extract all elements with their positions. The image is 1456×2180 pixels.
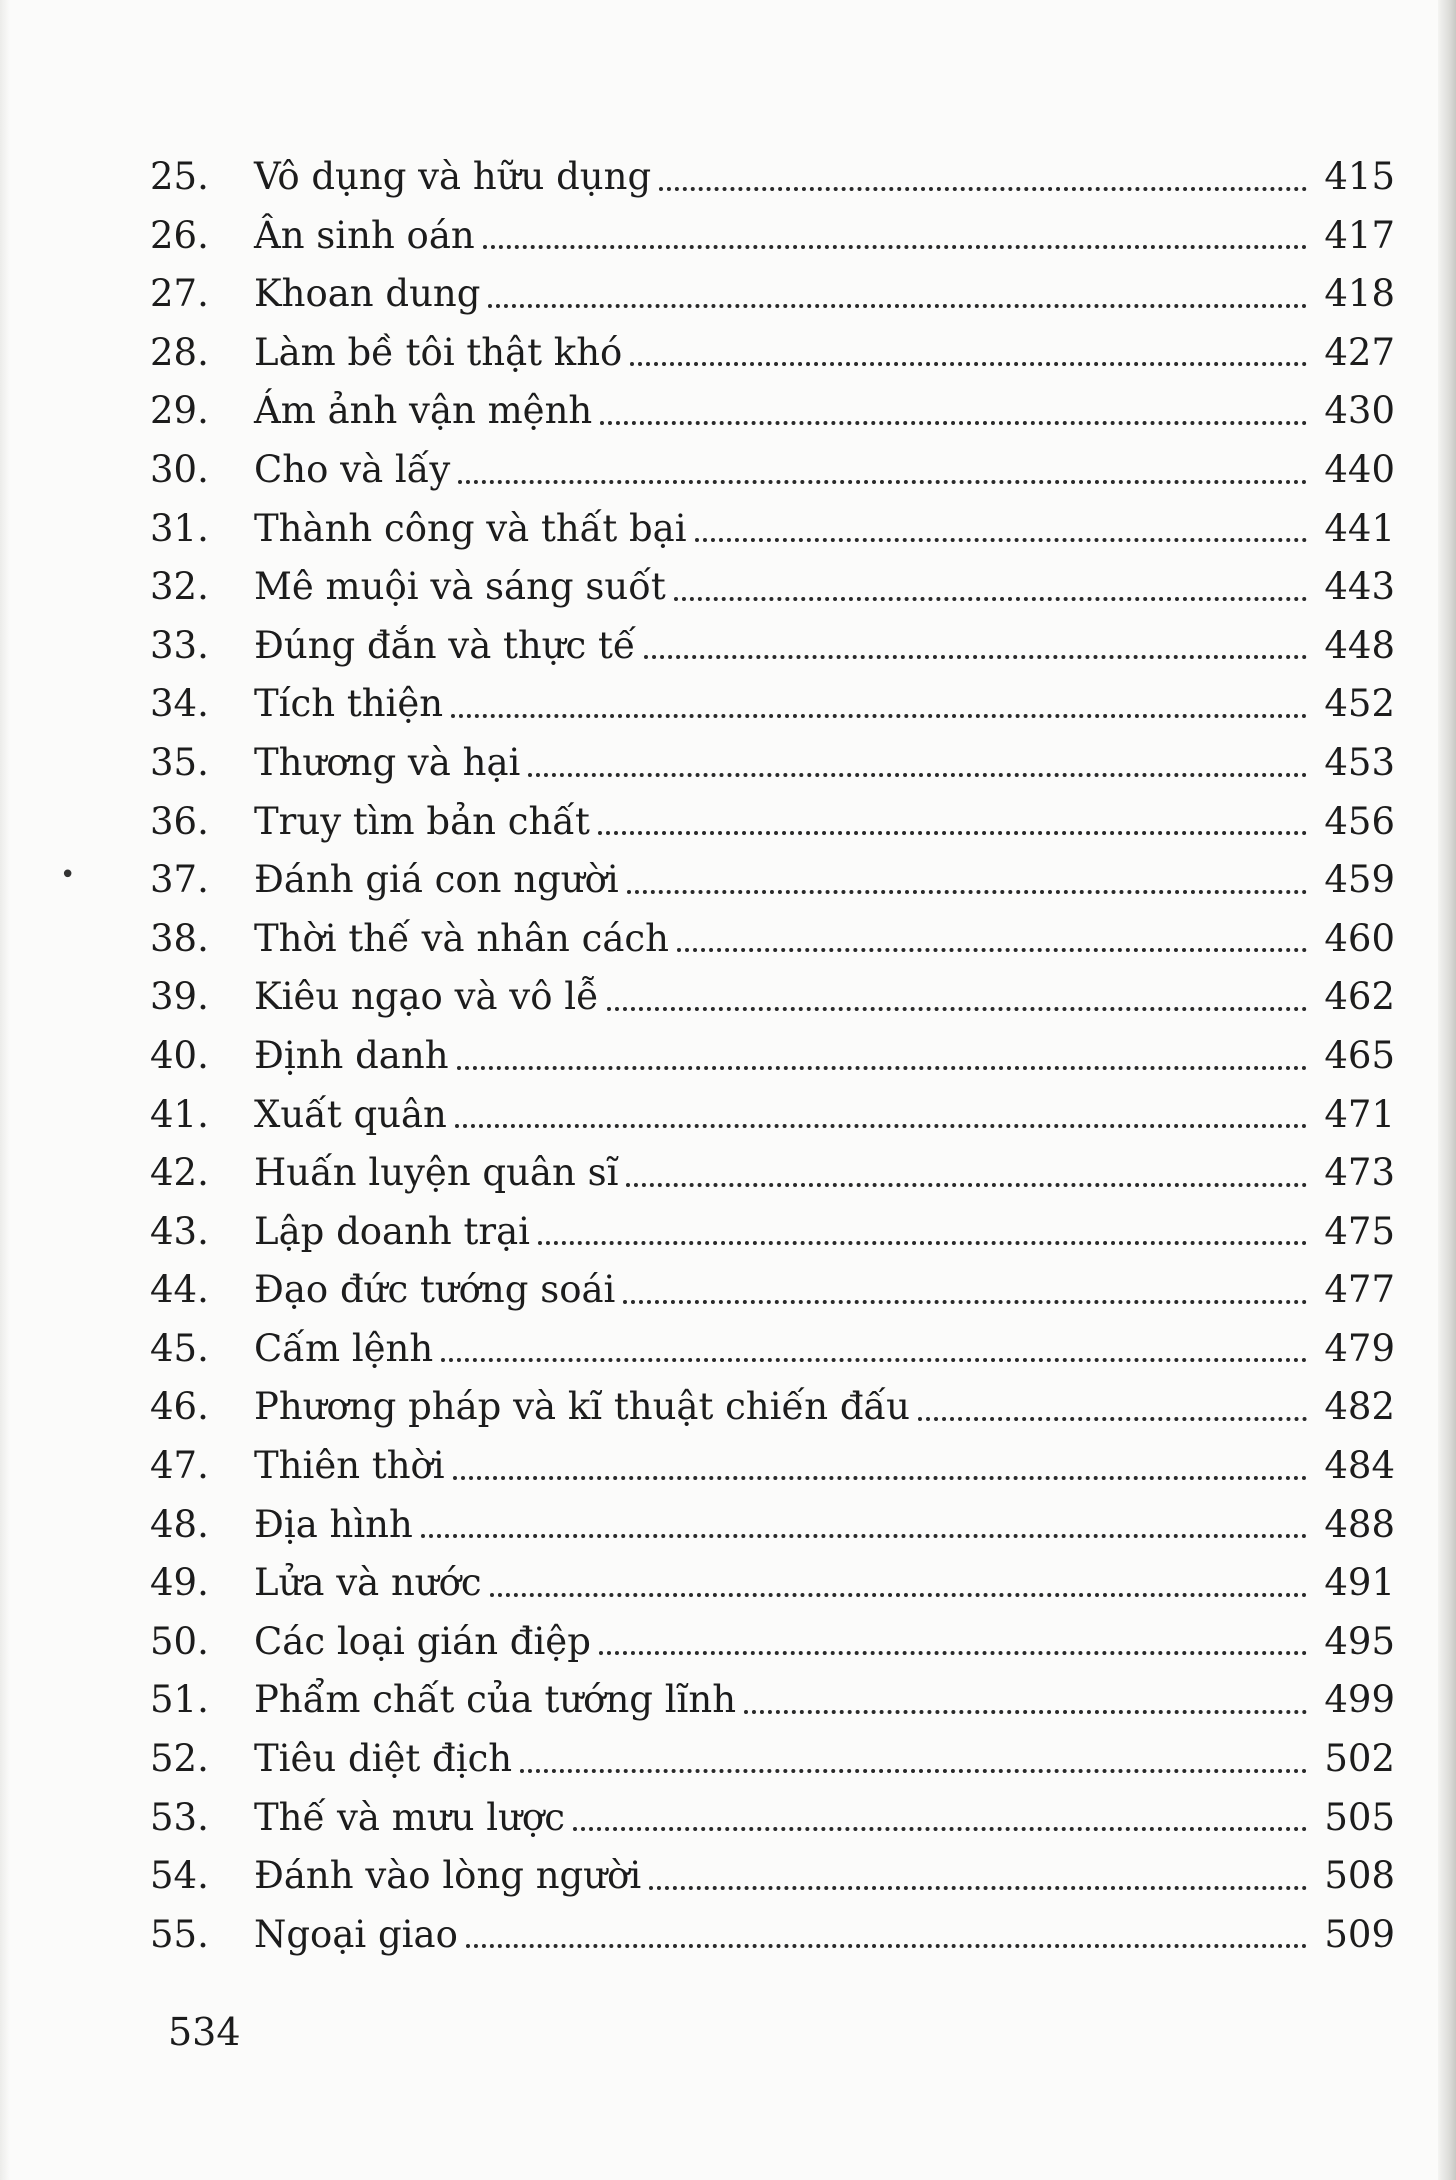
toc-entry-number: 43. [150,1209,209,1253]
toc-entry-title: Tích thiện [254,682,444,726]
toc-entry-number: 55. [150,1912,209,1956]
toc-entry-title: Đánh giá con người [254,858,619,902]
toc-entry [150,382,1395,441]
toc-entry-number: 54. [150,1854,209,1898]
toc-entry-page: 465 [1324,1033,1395,1077]
toc-entry-page: 441 [1324,506,1395,550]
toc-entry-number: 46. [150,1385,209,1429]
toc-entry-number: 28. [150,330,209,374]
toc-entry [150,441,1395,500]
toc-entry [150,500,1395,559]
toc-entry-page: 509 [1324,1912,1395,1956]
toc-dot-leader [644,649,1307,659]
toc-entry-page: 495 [1324,1619,1395,1663]
toc-dot-leader [573,1821,1307,1831]
toc-entry-number: 42. [150,1151,209,1195]
toc-entry-title: Làm bề tôi thật khó [254,330,623,374]
toc-entry [150,1847,1395,1906]
toc-dot-leader [623,1294,1307,1304]
toc-entry [150,968,1395,1027]
toc-entry [150,1027,1395,1086]
toc-entry-number: 45. [150,1326,209,1370]
toc-entry [150,1730,1395,1789]
toc-dot-leader [600,415,1307,425]
toc-entry-number: 34. [150,682,209,726]
toc-entry-title: Truy tìm bản chất [254,799,590,843]
toc-entry [150,1613,1395,1672]
toc-entry-title: Đạo đức tướng soái [254,1268,616,1312]
toc-dot-leader [483,239,1307,249]
page-right-edge [1438,0,1456,2180]
toc-entry-title: Phương pháp và kĩ thuật chiến đấu [254,1385,911,1429]
toc-dot-leader [466,1938,1307,1948]
toc-entry-number: 47. [150,1444,209,1488]
toc-dot-leader [630,356,1307,366]
toc-dot-leader [451,708,1307,718]
toc-entry [150,675,1395,734]
toc-entry [150,1671,1395,1730]
toc-entry [150,558,1395,617]
toc-dot-leader [490,1587,1307,1597]
toc-entry-page: 502 [1324,1737,1395,1781]
toc-dot-leader [528,767,1307,777]
toc-entry-number: 29. [150,389,209,433]
toc-entry-title: Thành công và thất bại [254,506,687,550]
stray-ink-mark: • [60,860,76,890]
toc-dot-leader [488,298,1307,308]
toc-entry-page: 427 [1324,330,1395,374]
toc-entry-title: Huấn luyện quân sĩ [254,1151,619,1195]
toc-entry-page: 443 [1324,565,1395,609]
toc-dot-leader [627,884,1307,894]
toc-entry-page: 418 [1324,272,1395,316]
toc-entry-page: 462 [1324,975,1395,1019]
toc-entry [150,148,1395,207]
toc-entry [150,734,1395,793]
toc-entry-title: Lửa và nước [254,1561,482,1605]
toc-entry-title: Ngoại giao [254,1912,458,1956]
toc-entry-number: 35. [150,740,209,784]
toc-entry-page: 440 [1324,447,1395,491]
toc-dot-leader [421,1528,1307,1538]
toc-dot-leader [520,1763,1307,1773]
toc-entry-title: Thương và hại [254,740,521,784]
toc-entry [150,793,1395,852]
toc-entry-title: Địa hình [254,1502,413,1546]
toc-entry [150,324,1395,383]
toc-entry-title: Đánh vào lòng người [254,1854,642,1898]
toc-entry-title: Cho và lấy [254,447,451,491]
toc-dot-leader [649,1880,1307,1890]
toc-entry [150,207,1395,266]
toc-entry-number: 39. [150,975,209,1019]
toc-entry-title: Mê muội và sáng suốt [254,565,666,609]
toc-entry [150,1261,1395,1320]
toc-entry-number: 27. [150,272,209,316]
toc-dot-leader [659,181,1307,191]
toc-entry-number: 36. [150,799,209,843]
toc-entry-title: Kiêu ngạo và vô lễ [254,975,599,1019]
toc-entry-page: 484 [1324,1444,1395,1488]
toc-dot-leader [744,1704,1307,1714]
toc-entry-page: 475 [1324,1209,1395,1253]
toc-entry-title: Phẩm chất của tướng lĩnh [254,1678,737,1722]
toc-entry [150,1906,1395,1965]
toc-entry-number: 25. [150,155,209,198]
page-number: 534 [168,2010,241,2054]
toc-entry-number: 30. [150,447,209,491]
toc-entry-page: 491 [1324,1561,1395,1605]
toc-entry-title: Thiên thời [254,1444,445,1488]
toc-entry-page: 448 [1324,623,1395,667]
toc-dot-leader [441,1352,1307,1362]
toc-entry-page: 499 [1324,1678,1395,1722]
toc-dot-leader [455,1118,1307,1128]
toc-dot-leader [599,1645,1307,1655]
toc-entry [150,1554,1395,1613]
toc-dot-leader [453,1470,1307,1480]
toc-entry-number: 50. [150,1619,209,1663]
toc-entry-number: 49. [150,1561,209,1605]
toc-entry [150,910,1395,969]
toc-entry-page: 479 [1324,1326,1395,1370]
toc-entry-number: 38. [150,916,209,960]
toc-entry-number: 32. [150,565,209,609]
toc-dot-leader [458,474,1307,484]
toc-entry-number: 33. [150,623,209,667]
toc-entry-number: 48. [150,1502,209,1546]
table-of-contents [150,148,1395,1964]
toc-entry-title: Khoan dung [254,272,481,316]
toc-entry-page: 452 [1324,682,1395,726]
toc-entry-title: Các loại gián điệp [254,1619,591,1663]
toc-dot-leader [538,1235,1307,1245]
toc-entry-page: 488 [1324,1502,1395,1546]
toc-entry-number: 37. [150,858,209,902]
toc-entry-page: 417 [1324,213,1395,257]
toc-entry-title: Định danh [254,1033,449,1077]
toc-dot-leader [918,1411,1307,1421]
toc-dot-leader [677,942,1307,952]
toc-entry-number: 41. [150,1092,209,1136]
toc-entry-title: Vô dụng và hữu dụng [254,155,652,198]
toc-entry-number: 53. [150,1795,209,1839]
toc-dot-leader [457,1060,1307,1070]
toc-entry-page: 453 [1324,740,1395,784]
toc-entry [150,1437,1395,1496]
toc-entry-page: 508 [1324,1854,1395,1898]
toc-entry-page: 456 [1324,799,1395,843]
toc-entry [150,617,1395,676]
toc-entry-title: Cấm lệnh [254,1326,434,1370]
toc-dot-leader [626,1177,1307,1187]
toc-dot-leader [607,1001,1307,1011]
toc-entry [150,851,1395,910]
toc-entry [150,1378,1395,1437]
toc-dot-leader [695,532,1307,542]
toc-entry-number: 52. [150,1737,209,1781]
toc-entry-page: 471 [1324,1092,1395,1136]
toc-entry-number: 26. [150,213,209,257]
toc-entry-page: 460 [1324,916,1395,960]
toc-entry-title: Lập doanh trại [254,1209,530,1253]
toc-entry-page: 505 [1324,1795,1395,1839]
toc-entry [150,1320,1395,1379]
toc-entry-title: Thời thế và nhân cách [254,916,669,960]
toc-entry-page: 482 [1324,1385,1395,1429]
toc-entry [150,265,1395,324]
toc-entry [150,1203,1395,1262]
toc-entry-title: Ám ảnh vận mệnh [254,389,593,433]
toc-entry-page: 477 [1324,1268,1395,1312]
toc-entry-number: 51. [150,1678,209,1722]
toc-entry-page: 459 [1324,858,1395,902]
toc-entry-title: Tiêu diệt địch [254,1737,513,1781]
toc-entry [150,1496,1395,1555]
toc-entry-page: 430 [1324,389,1395,433]
toc-entry-number: 31. [150,506,209,550]
toc-entry-page: 473 [1324,1151,1395,1195]
toc-entry [150,1789,1395,1848]
toc-entry-title: Thế và mưu lược [254,1795,565,1839]
page-left-shadow [0,0,10,2180]
toc-entry [150,1086,1395,1145]
toc-entry-title: Xuất quân [254,1092,447,1136]
toc-entry-number: 44. [150,1268,209,1312]
toc-entry-title: Ân sinh oán [254,213,475,257]
toc-entry-title: Đúng đắn và thực tế [254,623,636,667]
toc-dot-leader [598,825,1307,835]
toc-entry-page: 415 [1324,155,1395,198]
toc-entry-number: 40. [150,1033,209,1077]
toc-entry [150,1144,1395,1203]
toc-dot-leader [674,591,1307,601]
